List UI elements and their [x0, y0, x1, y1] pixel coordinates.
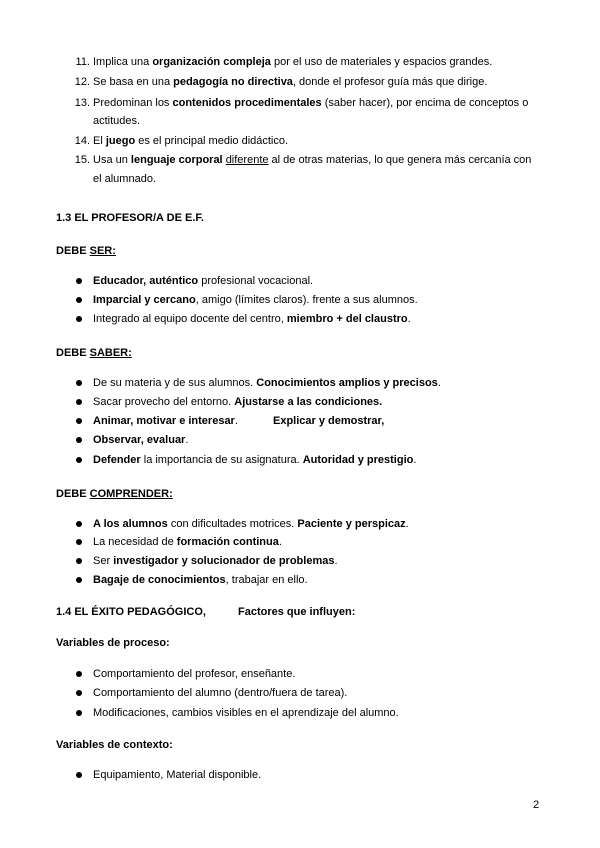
- text-run: el alumnado.: [93, 173, 156, 185]
- text-run: .: [437, 377, 441, 389]
- text-run: Animar, motivar e interesar: [93, 415, 235, 427]
- text-run: .: [405, 518, 409, 530]
- text-run: Ser: [93, 555, 114, 567]
- list-number: 11.: [75, 56, 90, 68]
- text-run: investigador y solucionador de problemas: [113, 555, 335, 567]
- text-run: Paciente y perspicaz: [297, 518, 406, 530]
- text-run: Integrado al equipo docente del centro,: [93, 313, 287, 325]
- text-run: Sacar provecho del entorno.: [93, 396, 235, 408]
- saber-extra-text: Explicar y demostrar,: [273, 415, 385, 427]
- text-run: miembro + del claustro: [286, 313, 408, 325]
- text-run: al de otras materias, lo que genera más cercanía con: [268, 154, 532, 166]
- numbered-item: [93, 75, 487, 89]
- list-number: 15.: [74, 154, 90, 166]
- text-run: Usa un: [93, 154, 131, 166]
- list-item: [93, 274, 313, 288]
- bullet-icon: [76, 690, 82, 696]
- text-run: Ajustarse a las condiciones.: [234, 396, 383, 408]
- text-run: organización compleja: [152, 56, 271, 68]
- list-item: [93, 433, 188, 447]
- numbered-item: [93, 153, 531, 167]
- list-item: [93, 706, 399, 720]
- text-run: Observar, evaluar: [93, 434, 186, 446]
- text-run: , amigo (límites claros). frente a sus alumnos.: [195, 294, 418, 306]
- text-run: lenguaje corporal: [130, 154, 223, 166]
- section-heading-1-3: 1.3 EL PROFESOR/A DE E.F.: [56, 212, 204, 224]
- page-number: 2: [533, 799, 540, 811]
- bullet-icon: [76, 380, 82, 386]
- debe-ser-heading: DEBE SER:: [56, 245, 116, 257]
- list-item: [93, 554, 338, 568]
- bullet-icon: [76, 297, 82, 303]
- text-run: , donde el profesor guía más que dirige.: [292, 76, 488, 88]
- list-number: 12.: [74, 76, 90, 88]
- text-run: juego: [105, 135, 136, 147]
- text-run: La necesidad de: [93, 536, 177, 548]
- list-item: [93, 453, 416, 467]
- text-run: Imparcial y cercano: [93, 294, 196, 306]
- text-run: la importancia de su asignatura.: [140, 454, 303, 466]
- text-run: A los alumnos: [93, 518, 168, 530]
- list-item: [93, 573, 308, 587]
- text-run: actitudes.: [93, 115, 141, 127]
- text-run: Implica una: [93, 56, 153, 68]
- text-run: diferente: [225, 154, 269, 166]
- bullet-icon: [76, 539, 82, 545]
- bullet-icon: [76, 316, 82, 322]
- numbered-item: [93, 55, 492, 69]
- text-run: Bagaje de conocimientos: [93, 574, 226, 586]
- text-run: con dificultades motrices.: [167, 518, 298, 530]
- list-item: [93, 535, 282, 549]
- text-run: formación continua: [176, 536, 279, 548]
- list-item: [93, 517, 409, 531]
- debe-saber-heading: DEBE SABER:: [56, 347, 132, 359]
- text-run: .: [334, 555, 338, 567]
- text-run: .: [185, 434, 189, 446]
- list-item: [93, 312, 411, 326]
- list-item: [93, 768, 261, 782]
- list-number: 13.: [74, 97, 90, 109]
- text-run: .: [407, 313, 411, 325]
- text-run: Autoridad y prestigio: [302, 454, 414, 466]
- text-run: .: [413, 454, 417, 466]
- text-run: pedagogía no directiva: [173, 76, 293, 88]
- text-run: es el principal medio didáctico.: [135, 135, 289, 147]
- list-item: [93, 293, 418, 307]
- text-run: De su materia y de sus alumnos.: [93, 377, 257, 389]
- bullet-icon: [76, 558, 82, 564]
- text-run: (saber hacer), por encima de conceptos o: [321, 97, 529, 109]
- list-item: [93, 414, 238, 428]
- text-run: .: [278, 536, 282, 548]
- text-run: Comportamiento del profesor, enseñante.: [93, 668, 296, 680]
- text-run: El: [93, 135, 106, 147]
- numbered-item: [93, 172, 156, 186]
- debe-comprender-heading: DEBE COMPRENDER:: [56, 488, 173, 500]
- text-run: Defender: [93, 454, 141, 466]
- bullet-icon: [76, 772, 82, 778]
- text-run: , trabajar en ello.: [225, 574, 308, 586]
- text-run: Predominan los: [93, 97, 173, 109]
- vars-proceso-heading: Variables de proceso:: [56, 637, 170, 649]
- vars-contexto-heading: Variables de contexto:: [56, 739, 173, 751]
- text-run: por el uso de materiales y espacios grandes.: [270, 56, 493, 68]
- bullet-icon: [76, 399, 82, 405]
- list-item: [93, 667, 295, 681]
- list-item: [93, 376, 441, 390]
- numbered-item: [93, 114, 140, 128]
- text-run: Conocimientos amplios y precisos: [256, 377, 438, 389]
- bullet-icon: [76, 710, 82, 716]
- section-heading-1-4: 1.4 EL ÉXITO PEDAGÓGICO,: [56, 606, 206, 618]
- text-run: Equipamiento, Material disponible.: [93, 769, 262, 781]
- bullet-icon: [76, 457, 82, 463]
- numbered-item: [93, 96, 528, 110]
- text-run: Modificaciones, cambios visibles en el aprendizaje del alumno.: [93, 707, 399, 719]
- bullet-icon: [76, 671, 82, 677]
- bullet-icon: [76, 418, 82, 424]
- section-heading-1-4-extra: Factores que influyen:: [238, 606, 356, 618]
- bullet-icon: [76, 577, 82, 583]
- text-run: contenidos procedimentales: [172, 97, 322, 109]
- list-number: 14.: [74, 135, 90, 147]
- bullet-icon: [76, 437, 82, 443]
- text-run: profesional vocacional.: [198, 275, 314, 287]
- text-run: Educador, auténtico: [93, 275, 199, 287]
- bullet-icon: [76, 278, 82, 284]
- text-run: Se basa en una: [93, 76, 174, 88]
- numbered-item: [93, 134, 288, 148]
- list-item: [93, 395, 382, 409]
- bullet-icon: [76, 521, 82, 527]
- text-run: Comportamiento del alumno (dentro/fuera de tarea).: [93, 687, 348, 699]
- list-item: [93, 686, 347, 700]
- text-run: .: [234, 415, 238, 427]
